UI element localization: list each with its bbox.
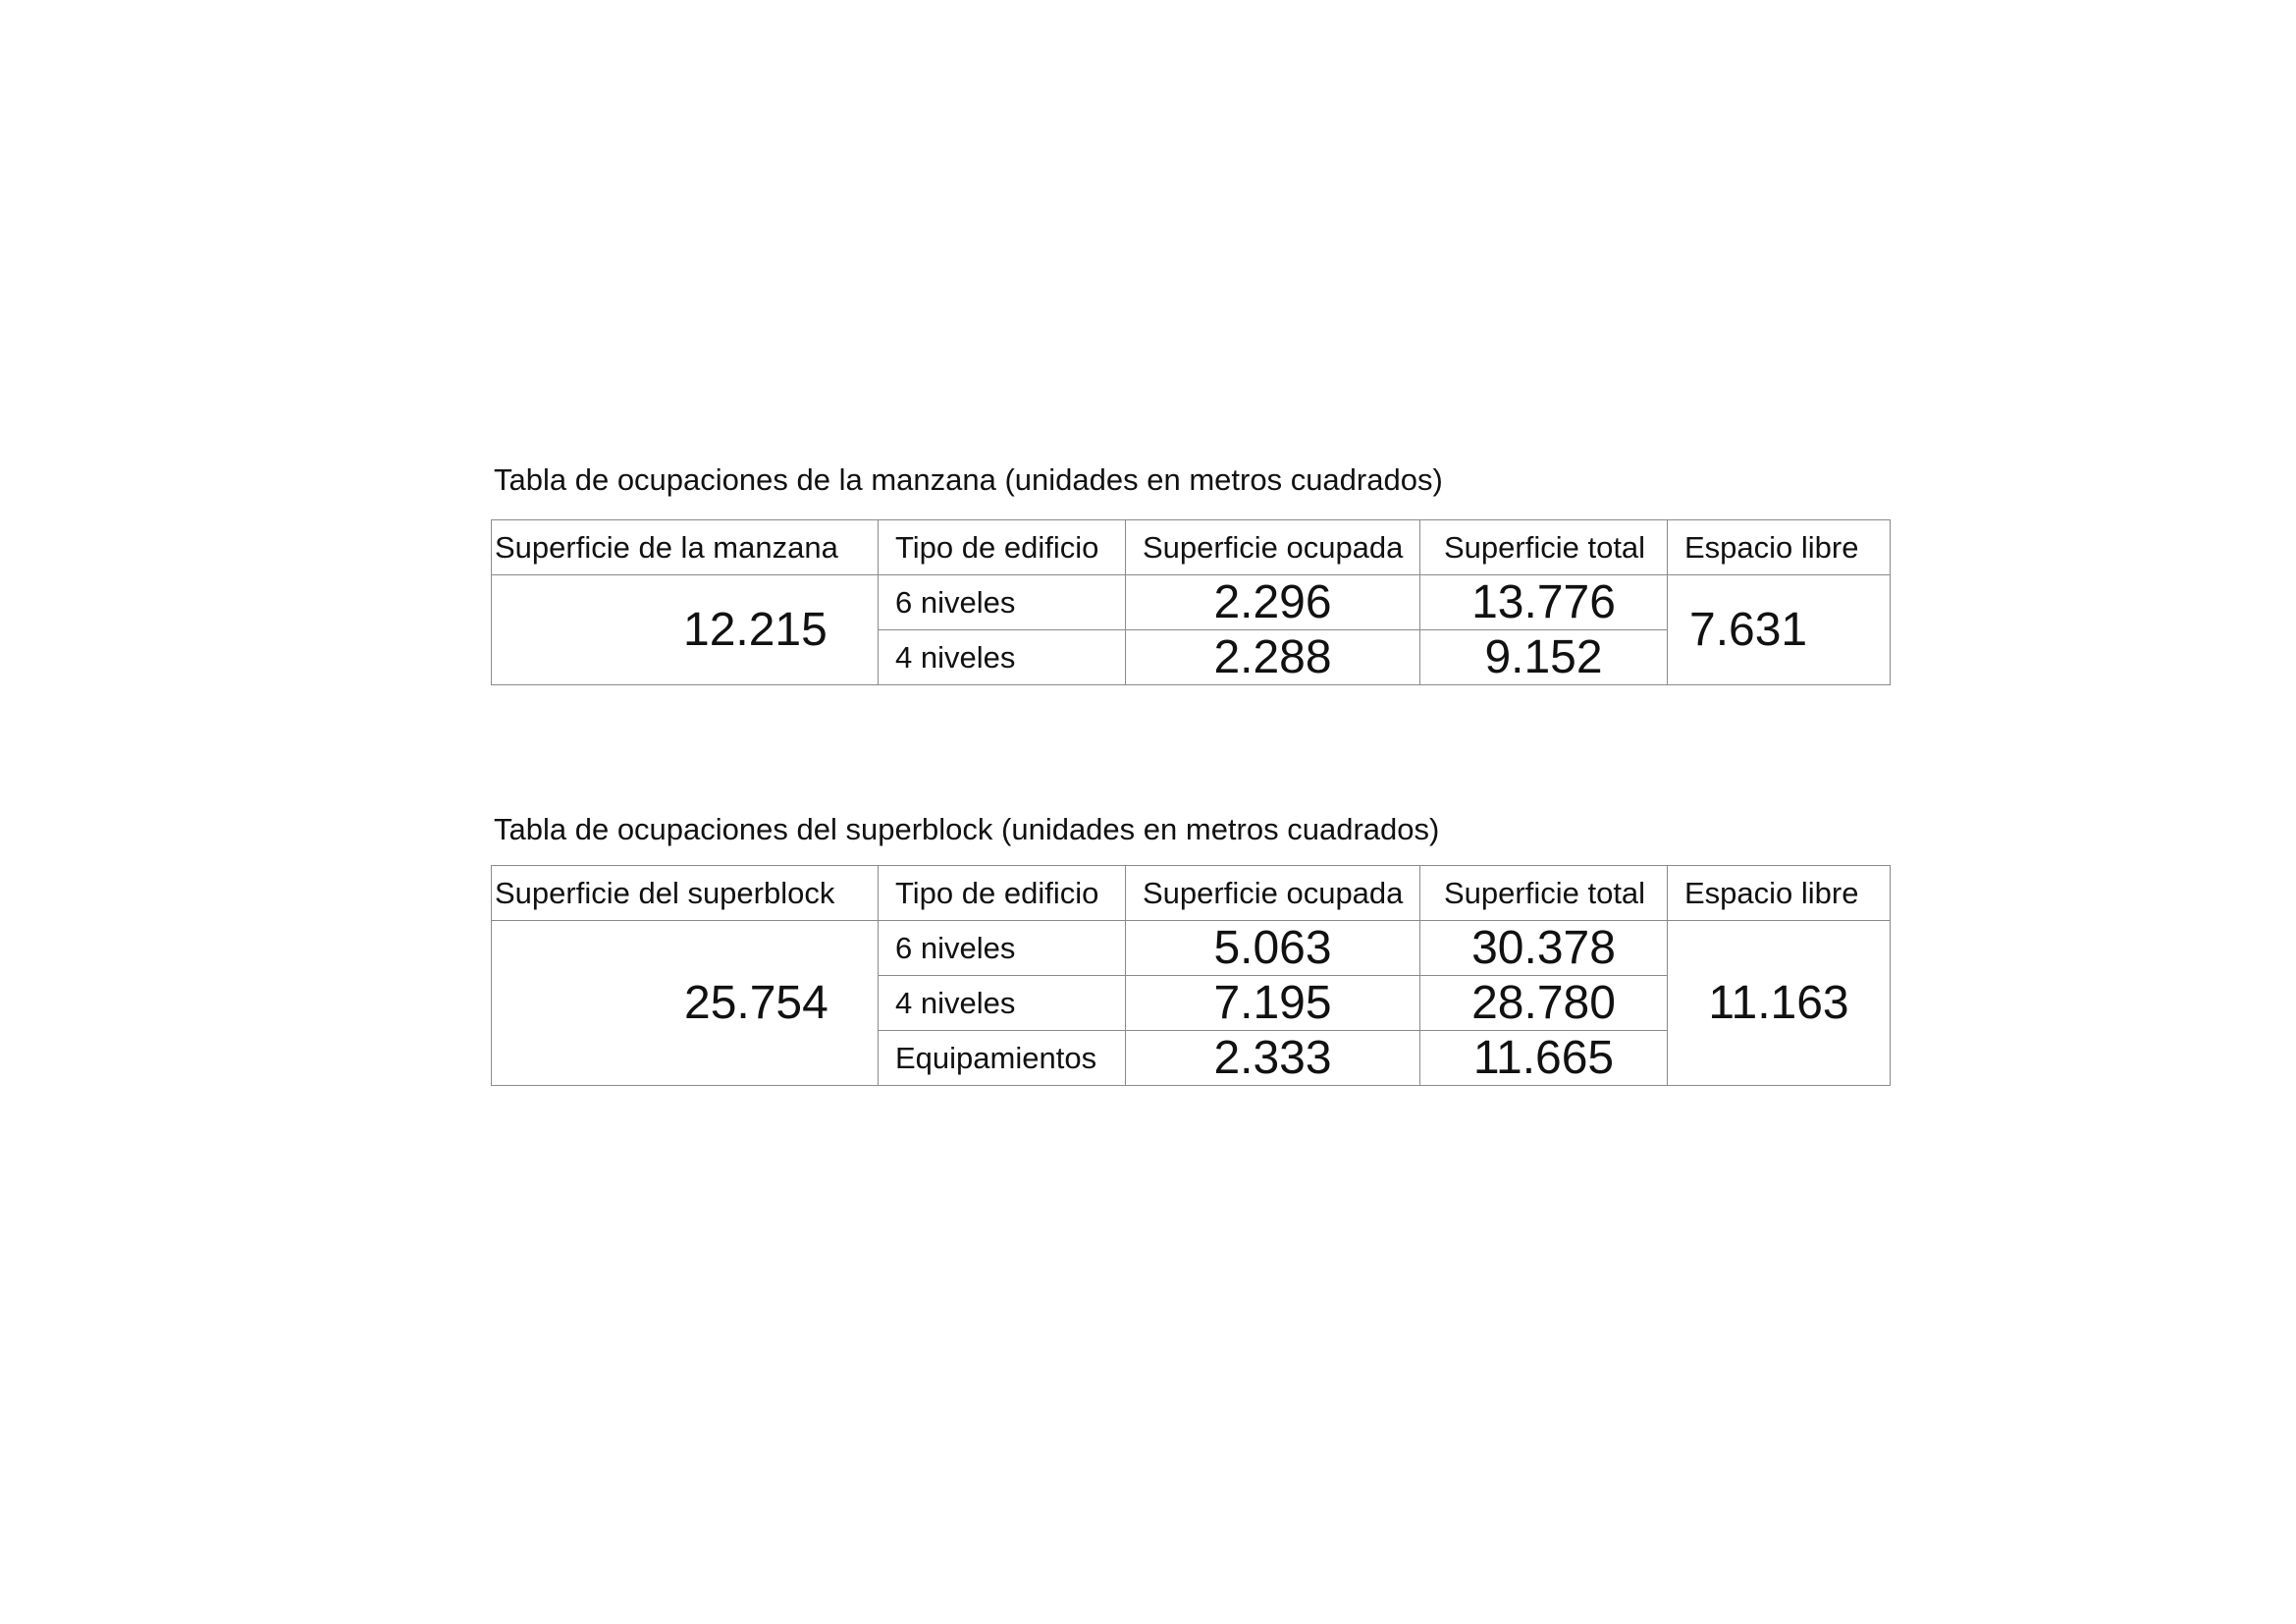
occupied-area-cell: 7.195 [1126, 976, 1420, 1031]
total-area-cell: 11.665 [1420, 1031, 1668, 1086]
header-area: Superficie del superblock [492, 866, 879, 921]
building-type-cell: Equipamientos [879, 1031, 1126, 1086]
occupied-area-cell: 2.333 [1126, 1031, 1420, 1086]
total-area-cell: 28.780 [1420, 976, 1668, 1031]
occupancy-table-superblock [491, 865, 1891, 1086]
table-row [492, 921, 1891, 976]
header-occupied-area: Superficie ocupada [1126, 866, 1420, 921]
header-occupied-area: Superficie ocupada [1126, 520, 1420, 575]
table-header-row [492, 866, 1891, 921]
table-caption-manzana: Tabla de ocupaciones de la manzana (unidades en metros cuadrados) [494, 462, 1443, 497]
header-free-space: Espacio libre [1668, 520, 1891, 575]
free-space-value: 7.631 [1668, 575, 1891, 685]
total-area-cell: 9.152 [1420, 630, 1668, 685]
building-type-cell: 4 niveles [879, 976, 1126, 1031]
occupied-area-cell: 2.296 [1126, 575, 1420, 630]
table-row [492, 575, 1891, 630]
occupied-area-cell: 5.063 [1126, 921, 1420, 976]
building-type-cell: 6 niveles [879, 575, 1126, 630]
table-caption-superblock: Tabla de ocupaciones del superblock (unidades en metros cuadrados) [494, 812, 1440, 846]
header-total-area: Superficie total [1420, 520, 1668, 575]
table-header-row [492, 520, 1891, 575]
building-type-cell: 6 niveles [879, 921, 1126, 976]
header-total-area: Superficie total [1420, 866, 1668, 921]
occupancy-table-manzana [491, 519, 1891, 685]
total-area-cell: 30.378 [1420, 921, 1668, 976]
free-space-value: 11.163 [1668, 921, 1891, 1086]
header-free-space: Espacio libre [1668, 866, 1891, 921]
building-type-cell: 4 niveles [879, 630, 1126, 685]
header-building-type: Tipo de edificio [879, 866, 1126, 921]
occupied-area-cell: 2.288 [1126, 630, 1420, 685]
header-area: Superficie de la manzana [492, 520, 879, 575]
total-area-cell: 13.776 [1420, 575, 1668, 630]
area-value: 25.754 [492, 921, 879, 1086]
area-value: 12.215 [492, 575, 879, 685]
header-building-type: Tipo de edificio [879, 520, 1126, 575]
